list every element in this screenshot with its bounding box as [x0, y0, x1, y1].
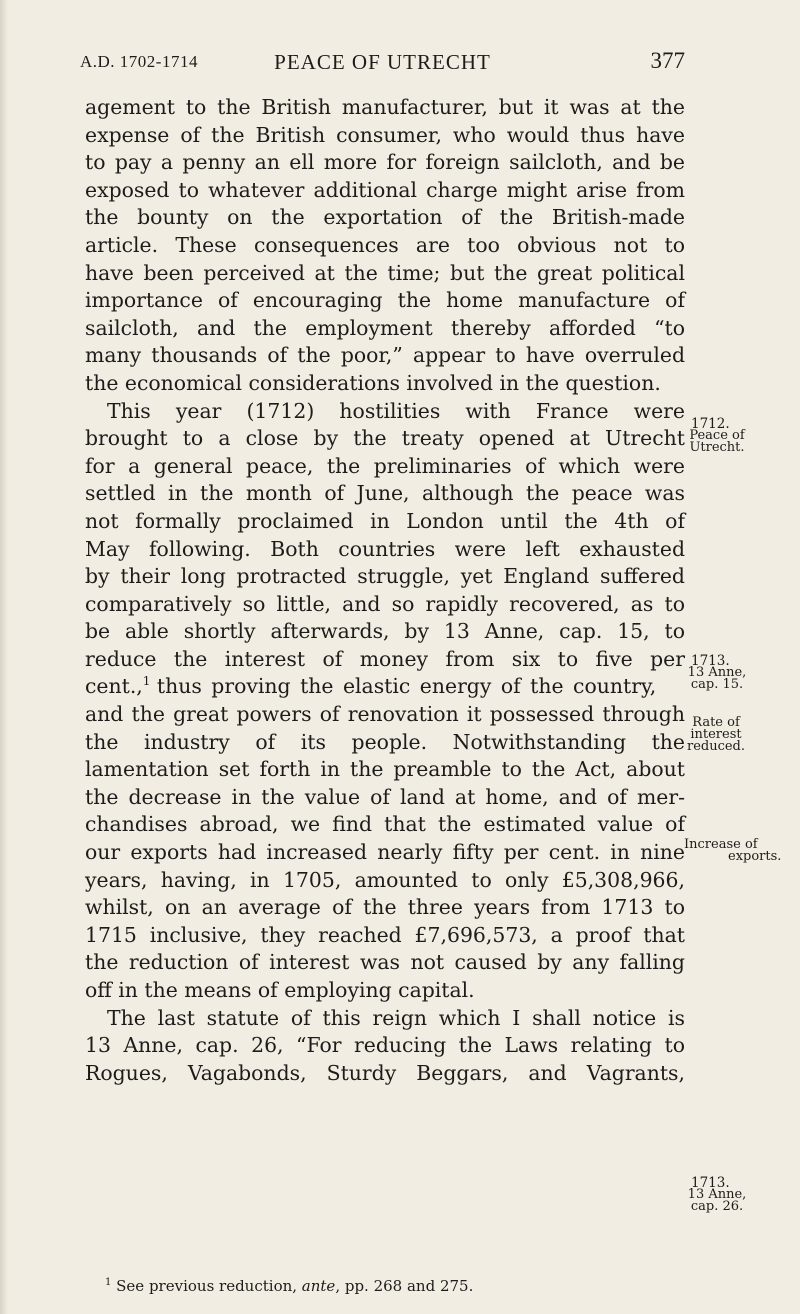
footnote-marker: 1	[105, 1277, 112, 1288]
text-line: 1715 inclusive, they reached £7,696,573, a proof that	[85, 922, 685, 947]
margin-line: 13 Anne,	[687, 665, 747, 680]
running-head	[80, 48, 685, 74]
text-line: This year (1712) hostilities with France were	[107, 398, 685, 423]
margin-line: 13 Anne,	[687, 1187, 747, 1202]
margin-note-vagrants-act	[685, 1177, 795, 1213]
text-line: our exports had increased nearly fifty per cent. in nine	[85, 840, 685, 865]
page-number: 377	[650, 48, 685, 73]
margin-note-peace	[685, 418, 795, 454]
text-line: 13 Anne, cap. 26, “For reducing the Laws relating to	[85, 1033, 685, 1058]
margin-note-rate	[684, 717, 794, 753]
text-line: Rogues, Vagabonds, Sturdy Beggars, and Vagrants,	[85, 1060, 685, 1085]
margin-line: interest	[690, 727, 742, 742]
margin-line: Increase of	[684, 837, 758, 852]
chapter-title: PEACE OF UTRECHT	[274, 50, 491, 74]
margin-line: cap. 15.	[690, 677, 744, 692]
margin-note-exports	[684, 839, 794, 863]
text-fragment: thus proving the elastic energy of the country,	[156, 674, 657, 699]
footnote-text: See previous reduction,	[116, 1277, 302, 1295]
margin-line: Peace of	[689, 428, 745, 443]
margin-line: Utrecht.	[689, 440, 745, 455]
text-line: the industry of its people. Notwithstanding the	[85, 729, 685, 754]
text-line: many thousands of the poor,” appear to have overruled	[85, 343, 685, 368]
margin-line: exports.	[728, 849, 782, 864]
text-line: by their long protracted struggle, yet England suffered	[85, 564, 685, 589]
text-line: chandises abroad, we find that the estimated value of	[85, 812, 685, 837]
text-line: and the great powers of renovation it possessed through	[85, 702, 685, 727]
body-text	[85, 94, 685, 1087]
margin-year: 1713.	[691, 1175, 730, 1191]
text-line: expense of the British consumer, who would thus have	[85, 122, 685, 147]
text-line: importance of encouraging the home manufacture of	[85, 288, 685, 313]
margin-line: Rate of	[692, 715, 740, 730]
footnote-italic: ante	[301, 1277, 336, 1295]
text-line: have been perceived at the time; but the great political	[85, 260, 685, 285]
text-line: The last statute of this reign which I shall notice is	[107, 1005, 685, 1030]
margin-year: 1712.	[691, 416, 730, 432]
page-edge	[0, 0, 8, 1314]
text-line: the reduction of interest was not caused by any falling	[85, 950, 685, 975]
text-line: brought to a close by the treaty opened at Utrecht	[85, 426, 685, 451]
text-line: exposed to whatever additional charge might arise from	[85, 177, 685, 202]
margin-line: cap. 26.	[690, 1199, 744, 1214]
text-line: the bounty on the exportation of the British-made	[85, 205, 685, 230]
text-line: comparatively so little, and so rapidly recovered, as to	[85, 591, 685, 616]
text-line: settled in the month of June, although the peace was	[85, 481, 685, 506]
text-line: be able shortly afterwards, by 13 Anne, cap. 15, to	[85, 619, 685, 644]
footnote-reference: 1	[142, 674, 151, 689]
text-fragment: cent.,	[85, 674, 143, 699]
text-line-with-footnote	[85, 673, 685, 701]
text-line: the economical considerations involved in the question.	[85, 370, 661, 395]
text-line: off in the means of employing capital.	[85, 978, 475, 1002]
text-line: sailcloth, and the employment thereby afforded “to	[85, 315, 685, 340]
text-line: reduce the interest of money from six to five per	[85, 646, 685, 671]
text-line: for a general peace, the preliminaries of which were	[85, 453, 685, 478]
text-line: the decrease in the value of land at home, and of mer-	[85, 784, 685, 809]
footnote-text-rest: , pp. 268 and 275.	[335, 1277, 474, 1295]
text-line: lamentation set forth in the preamble to the Act, about	[85, 757, 685, 782]
text-line: years, having, in 1705, amounted to only £5,308,966,	[85, 867, 685, 892]
text-line: agement to the British manufacturer, but it was at the	[85, 95, 685, 119]
text-line: whilst, on an average of the three years from 1713 to	[85, 895, 685, 920]
margin-line: reduced.	[686, 739, 746, 754]
date-range: A.D. 1702-1714	[80, 52, 198, 71]
margin-year: 1713.	[691, 653, 730, 669]
text-line: May following. Both countries were left exhausted	[85, 536, 685, 561]
text-line: not formally proclaimed in London until the 4th of	[85, 508, 685, 533]
margin-note-interest-act	[685, 655, 795, 691]
footnote	[105, 1277, 685, 1295]
text-line: to pay a penny an ell more for foreign sailcloth, and be	[85, 150, 685, 175]
text-line: article. These consequences are too obvious not to	[85, 232, 685, 257]
